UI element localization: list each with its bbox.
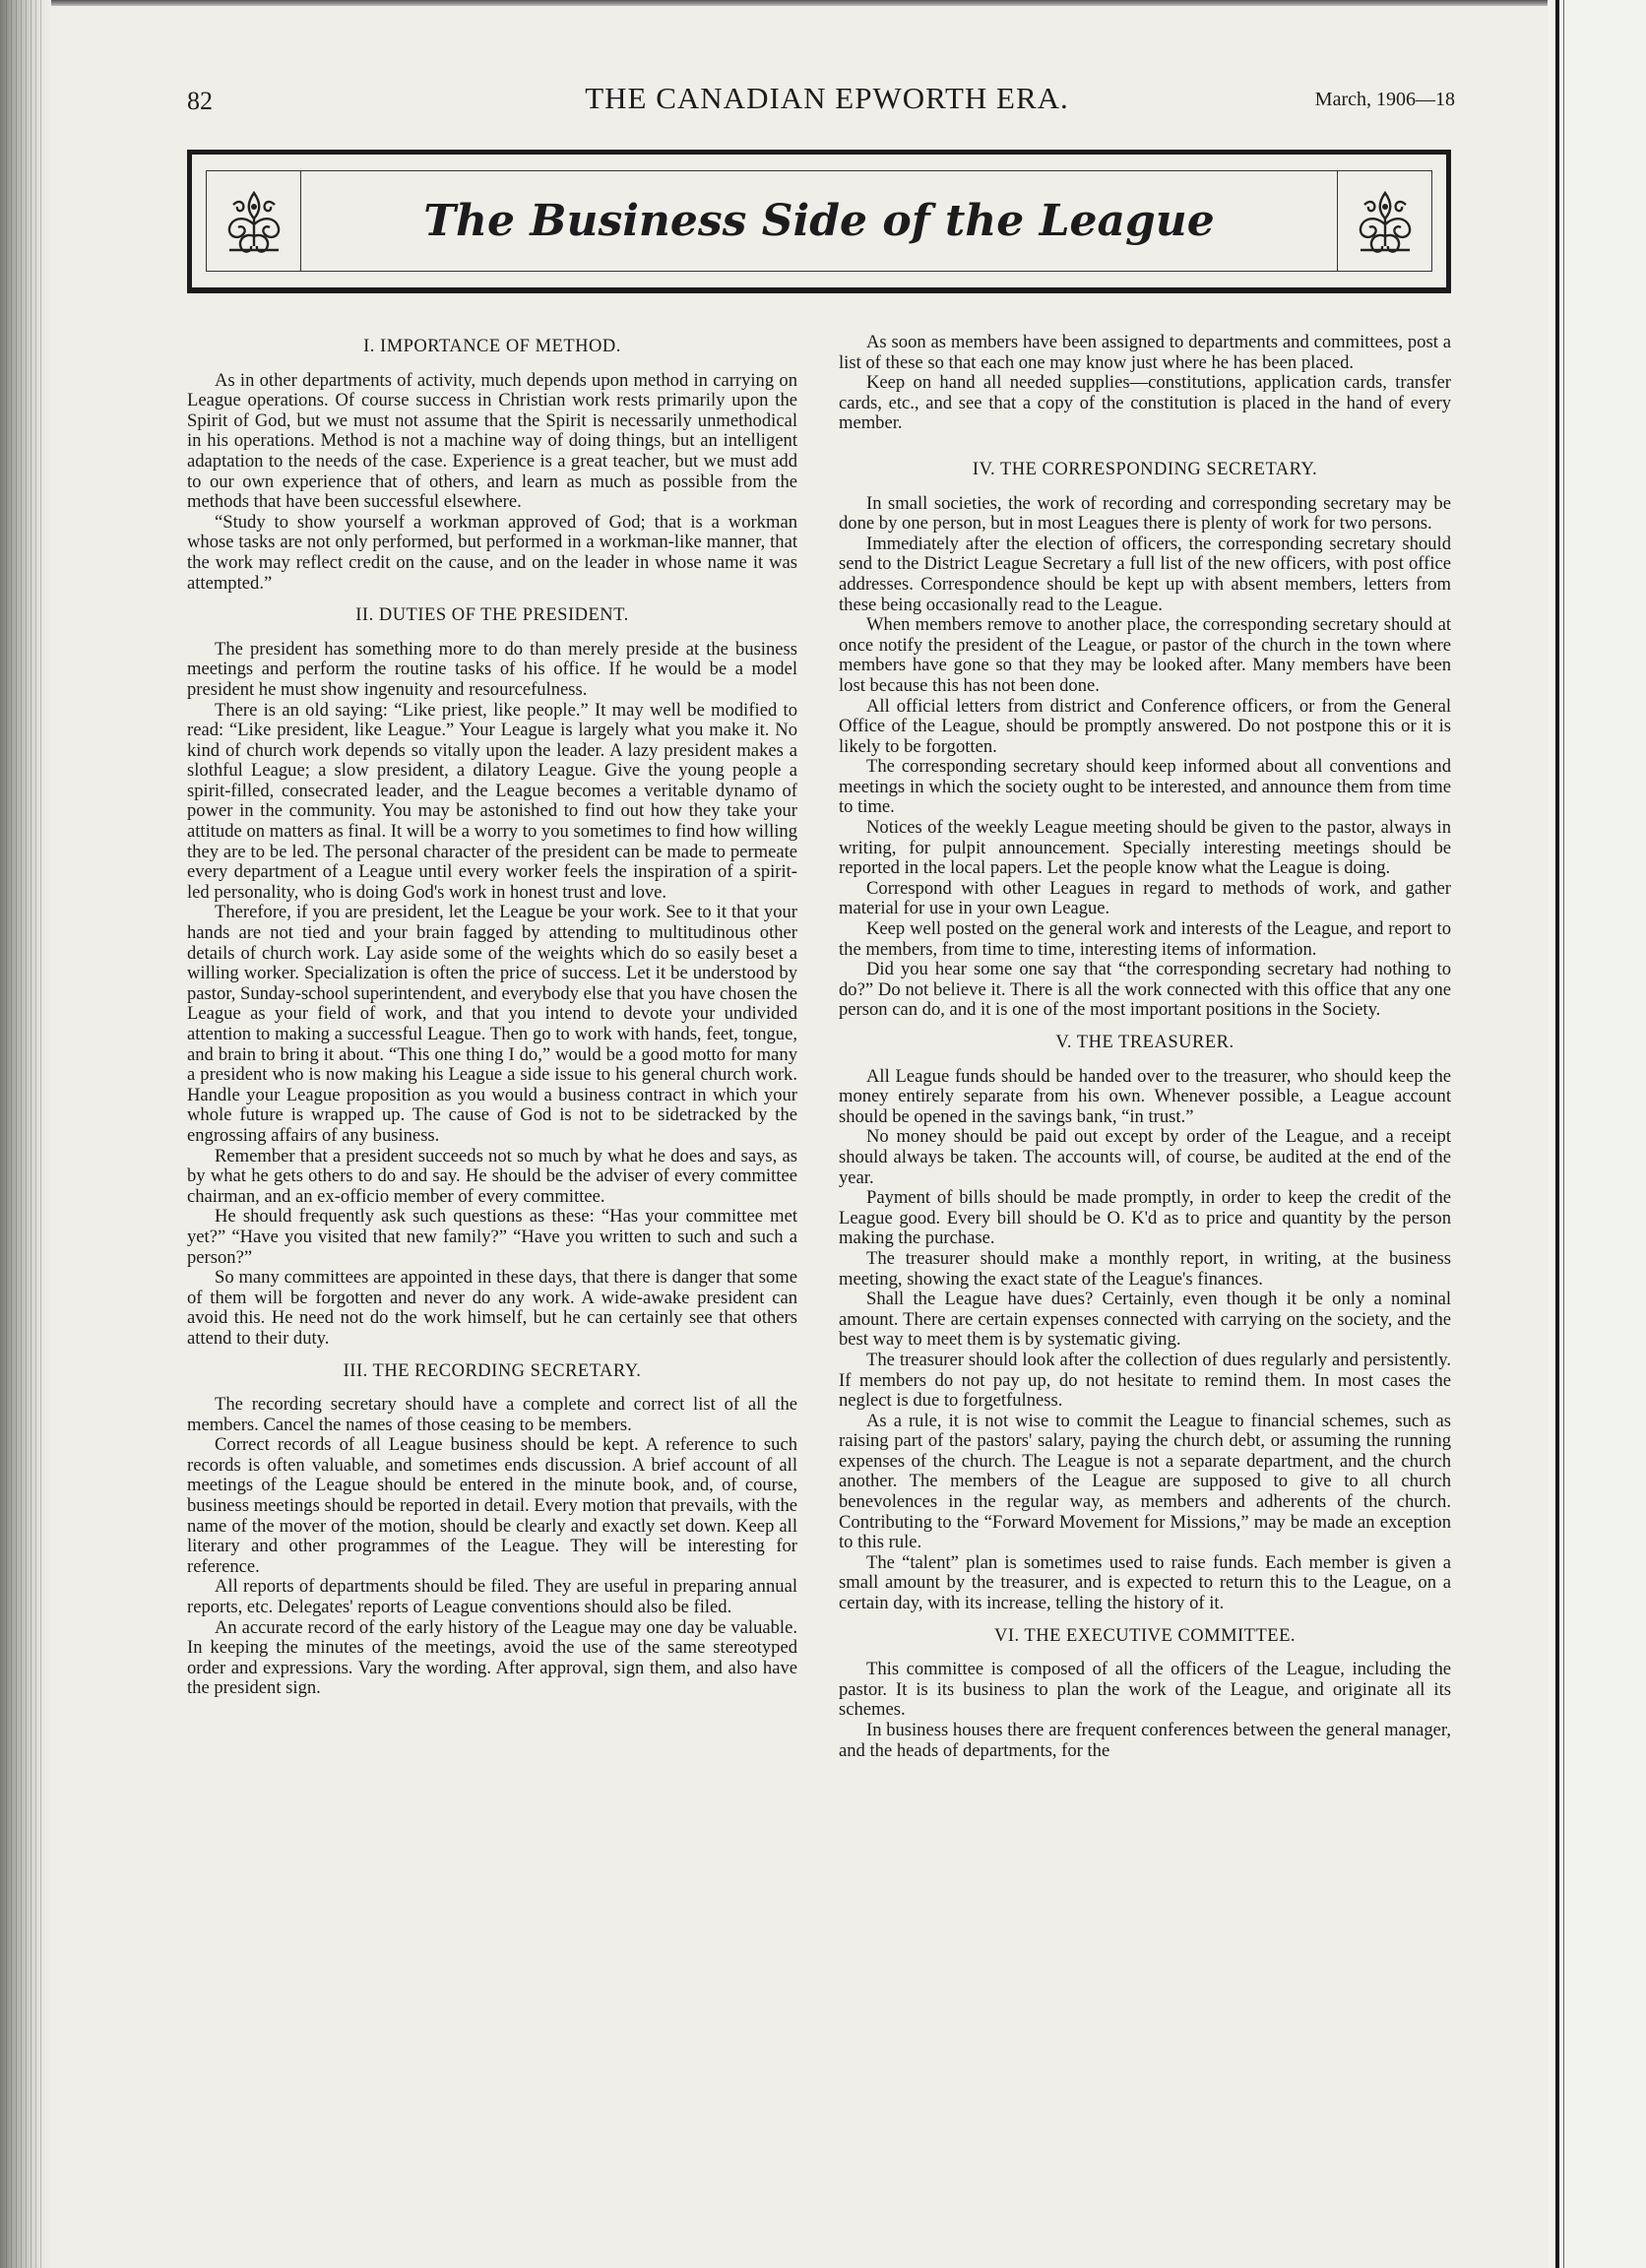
paragraph: All official letters from district and Conference officers, or from the General Office of the League, should be promptly answered. Do not postpone this or it is likely to be forgotten.	[839, 695, 1451, 757]
issue-date: March, 1906—18	[1314, 89, 1455, 110]
left-column	[187, 325, 797, 1699]
paragraph: Immediately after the election of officers, the corresponding secretary should send to the District League Secretary a full list of the new officers, with post office addresses. Correspondence should be kept up with absent members, letters from these being occasionally read to the League.	[839, 533, 1451, 615]
paragraph: Payment of bills should be made promptly, in order to keep the credit of the League good. Every bill should be O. K'd as to price and quantity by the person making the purchase.	[839, 1187, 1451, 1249]
paragraph: Keep on hand all needed supplies—constitutions, application cards, transfer cards, etc., and see that a copy of the constitution is placed in the hand of every member.	[839, 372, 1451, 434]
paragraph: The treasurer should look after the collection of dues regularly and persistently. If members do not pay up, do not hesitate to remind them. In most cases the neglect is due to forgetfulness.	[839, 1349, 1451, 1412]
paragraph: Did you hear some one say that “the corresponding secretary had nothing to do?” Do not believe it. There is all the work connected with this office that any one person can do, and it is one of the most important positions in the Society.	[839, 959, 1451, 1021]
paragraph: All League funds should be handed over to the treasurer, who should keep the money entirely separate from his own. Whenever possible, a League account should be opened in the savings bank, “in trust.”	[839, 1065, 1451, 1127]
paragraph: In small societies, the work of recording and corresponding secretary may be done by one person, but in most Leagues there is plenty of work for two persons.	[839, 492, 1451, 535]
paragraph: Correspond with other Leagues in regard to methods of work, and gather material for use in your own League.	[839, 877, 1451, 919]
section-heading-corresponding-secretary: IV. THE CORRESPONDING SECRETARY.	[972, 459, 1318, 479]
paragraph: Therefore, if you are president, let the League be your work. See to it that your hands are not tied and your brain fagged by attending to multitudinous other details of church work. Lay aside some of the weights which do so easily beset a willing worker. Specialization is often the price of success. Let it be understood by pastor, Sunday-school superintendent, and everybody else that you have chosen the League as your field of work, and that you intend to devote your undivided attention to making a successful League. Then go to work with hands, feet, tongue, and brain to bring it about. “This one thing I do,” would be a good motto for many a president who is now making his League a side issue to his general church work. Handle your League proposition as you would a business contract in which your whole future is wrapped up. The cause of God is not to be sidetracked by the engrossing affairs of any business.	[187, 902, 797, 1146]
section-heading-importance-of-method: I. IMPORTANCE OF METHOD.	[363, 337, 621, 356]
page-top-edge	[0, 0, 1646, 6]
paragraph: All reports of departments should be filed. They are useful in preparing annual reports, etc. Delegates' reports of League conventions should also be filed.	[187, 1576, 797, 1618]
left-ornament-panel	[207, 171, 301, 271]
floral-ornament-icon	[1351, 185, 1420, 258]
running-header	[187, 81, 1467, 120]
page-edge-rule-thin	[1563, 0, 1564, 2268]
right-ornament-panel	[1337, 171, 1431, 271]
paragraph: In business houses there are frequent conferences between the general manager, and the heads of departments, for the	[839, 1720, 1451, 1761]
paragraph: As soon as members have been assigned to departments and committees, post a list of these so that each one may know just where he has been placed.	[839, 332, 1451, 373]
paragraph: As in other departments of activity, much depends upon method in carrying on League operations. Of course success in Christian work rests primarily upon the Spirit of God, but we must not assume that the Spirit is necessarily unmethodical in his operations. Method is not a machine way of doing things, but an intelligent adaptation to the needs of the case. Experience is a great teacher, but we must add to our own experience that of others, and learn as much as possible from the methods that have been successful elsewhere.	[187, 369, 797, 513]
page-number: 82	[187, 87, 213, 115]
paragraph: The corresponding secretary should keep informed about all conventions and meetings in which the society ought to be interested, and announce them from time to time.	[839, 756, 1451, 818]
paragraph: When members remove to another place, the corresponding secretary should at once notify the president of the League, or pastor of the church in the town where members have gone so that they may be looked after. Many members have been lost because this has not been done.	[839, 614, 1451, 696]
paragraph: Keep well posted on the general work and interests of the League, and report to the members, from time to time, interesting items of information.	[839, 918, 1451, 960]
paragraph: An accurate record of the early history of the League may one day be valuable. In keeping the minutes of the meetings, avoid the use of the same stereotyped order and expressions. Vary the wording. After approval, sign them, and also have the president sign.	[187, 1616, 797, 1699]
page-edge-rule	[1555, 0, 1559, 2268]
section-heading-executive-committee: VI. THE EXECUTIVE COMMITTEE.	[993, 1625, 1297, 1646]
paragraph: The president has something more to do than merely preside at the business meetings and perform the routine tasks of his office. If he would be a model president he must show ingenuity and resourcefulness.	[187, 638, 797, 700]
section-heading-treasurer: V. THE TREASURER.	[1055, 1033, 1234, 1052]
paragraph: Shall the League have dues? Certainly, even though it be only a nominal amount. There are certain expenses connected with carrying on the society, and the best way to meet them is by systematic giving.	[839, 1289, 1451, 1351]
facing-page-edge	[1548, 0, 1646, 2268]
paragraph: He should frequently ask such questions as these: “Has your committee met yet?” “Have you visited that new family?” “Have you written to such and such a person?”	[187, 1206, 797, 1268]
paragraph: This committee is composed of all the officers of the League, including the pastor. It is its business to plan the work of the League, and originate all its schemes.	[839, 1659, 1451, 1721]
paragraph: The recording secretary should have a complete and correct list of all the members. Cancel the names of those ceasing to be members.	[187, 1394, 797, 1435]
paragraph: There is an old saying: “Like priest, like people.” It may well be modified to read: “Like president, like League.” Your League is largely what you make it. No kind of church work depends so vitally upon the leader. A lazy president makes a slothful League; a slow president, a dilatory League. Give the young people a spirit-filled, consecrated leader, and the League becomes a veritable dynamo of power in the community. You may be astonished to find out how they take your attitude on matters as final. It will be a worry to you sometimes to find how willing they are to be led. The personal character of the president can be made to permeate every department of a League until every worker feels the inspiration of a spirit-led personality, who is doing God's work in honest trust and love.	[187, 699, 797, 903]
section-heading-duties-of-president: II. DUTIES OF THE PRESIDENT.	[355, 605, 629, 626]
journal-title: THE CANADIAN EPWORTH ERA.	[585, 81, 1069, 115]
paragraph: Remember that a president succeeds not so much by what he does and says, as by what he gets others to do and say. He should be the adviser of every committee chairman, and an ex-officio member of every committee.	[187, 1145, 797, 1207]
paragraph: As a rule, it is not wise to commit the League to financial schemes, such as raising part of the pastors' salary, paying the church debt, or assuming the running expenses of the church. The League is not a separate department, and the church another. The members of the League are supposed to give to all church benevolences in the regular way, as members and adherents of the church. Contributing to the “Forward Movement for Missions,” may be made an exception to this rule.	[839, 1410, 1451, 1553]
section-heading-recording-secretary: III. THE RECORDING SECRETARY.	[343, 1360, 642, 1381]
paragraph: So many committees are appointed in these days, that there is danger that some of them will be forgotten and never do any work. A wide-awake president can avoid this. He need not do the work himself, but he can certainly see that others attend to their duty.	[187, 1267, 797, 1349]
book-binding-edge	[0, 0, 51, 2268]
paragraph: Notices of the weekly League meeting should be given to the pastor, always in writing, for pulpit announcement. Specially interesting meetings should be reported in the local papers. Let the people know what the League is doing.	[839, 817, 1451, 879]
right-column	[839, 325, 1451, 1761]
paragraph: The “talent” plan is sometimes used to raise funds. Each member is given a small amount by the treasurer, and is expected to return this to the League, on a certain day, with its increase, telling the history of it.	[839, 1551, 1451, 1614]
paragraph: The treasurer should make a monthly report, in writing, at the business meeting, showing the exact state of the League's finances.	[839, 1247, 1451, 1290]
paragraph: Correct records of all League business should be kept. A reference to such records is often valuable, and sometimes ends discussion. A brief account of all meetings of the League should be entered in the minute book, and, of course, business meetings should be reported in detail. Every motion that prevails, with the name of the mover of the motion, should be clearly and exactly set down. Keep all literary and other programmes of the League. They will be interesting for reference.	[187, 1434, 797, 1577]
article-title: The Business Side of the League	[423, 196, 1215, 246]
paragraph: No money should be paid out except by order of the League, and a receipt should always be taken. The accounts will, of course, be audited at the end of the year.	[839, 1126, 1451, 1188]
paragraph: “Study to show yourself a workman approved of God; that is a workman whose tasks are not only performed, but performed in a workman-like manner, that the work may reflect credit on the cause, and on the leader in whose name it was attempted.”	[187, 511, 797, 594]
floral-ornament-icon	[220, 185, 288, 258]
article-banner	[187, 150, 1451, 293]
